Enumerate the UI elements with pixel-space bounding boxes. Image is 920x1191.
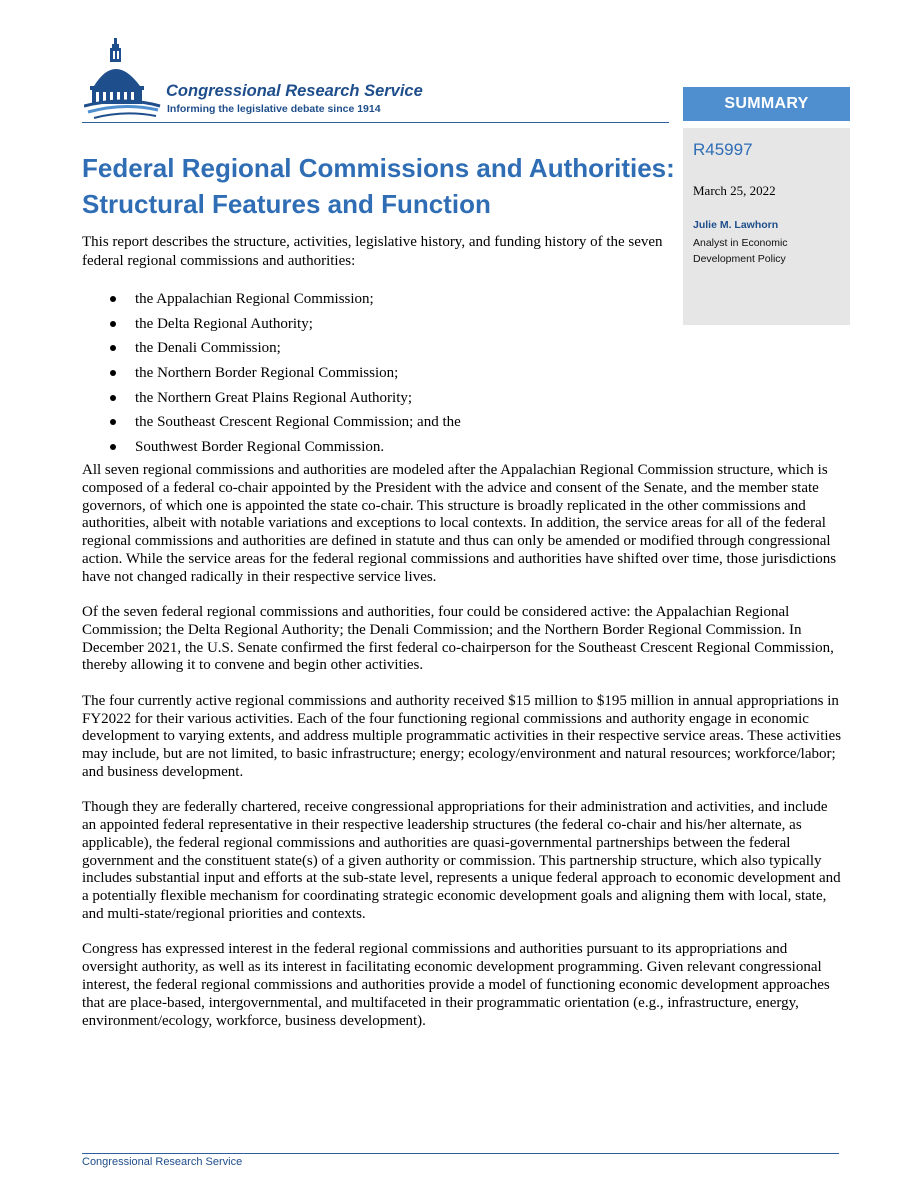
commission-list (82, 290, 461, 463)
body-paragraph: Though they are federally chartered, receive congressional appropriations for their administration and activities, and include an appointed federal representative in their respective leadership structures (the federal co-chair and his/her alternate, as applicable), the federal regional commissions and authorities are quasi-governmental partnerships between the federal government and the constituent state(s) of a given authority or commission. This partnership structure, which also typically includes substantial input and efforts at the sub-state level, represents a unique federal approach to economic development and a potentially flexible mechanism for coordinating strategic economic development goals and aligning them with local, state, and multi-state/regional priorities and contexts. (82, 799, 841, 923)
capitol-dome-icon (84, 36, 166, 122)
report-date: March 25, 2022 (693, 183, 776, 198)
author-name: Julie M. Lawhorn (693, 219, 779, 231)
footer-divider (82, 1153, 839, 1154)
body-paragraph: Of the seven federal regional commissions and authorities, four could be considered active: the Appalachian Regional Commission; the Delta Regional Authority; the Denali Commission; and the Northern Border Regional Commission. In December 2021, the U.S. Senate confirmed the first federal co-chairperson for the Southeast Crescent Regional Commission, thereby allowing it to convene and begin other activities. (82, 604, 834, 674)
body-paragraph: All seven regional commissions and authorities are modeled after the Appalachian Regional Commission structure, which is composed of a federal co-chair appointed by the President with the advice and consent of the Senate, and the member state governors, of which one is appointed the state co-chair. This structure is broadly replicated in the other commissions and authorities, albeit with notable variations and exceptions to local contexts. In addition, the service areas for all of the federal regional commissions and authorities are defined in statute and thus can only be amended or modified through congressional action. While the service areas for the federal regional commissions and authorities have shifted over time, those jurisdictions have not changed radically in their respective service lives. (82, 462, 837, 585)
org-tagline: Informing the legislative debate since 1914 (167, 103, 381, 115)
list-item: the Delta Regional Authority; (82, 315, 461, 340)
list-item: the Northern Border Regional Commission; (82, 364, 461, 389)
list-item: the Northern Great Plains Regional Authority; (82, 389, 461, 414)
list-item: Southwest Border Regional Commission. (82, 438, 461, 463)
intro-paragraph: This report describes the structure, activities, legislative history, and funding history of the seven federal regional commissions and authorities: (82, 234, 663, 269)
org-name: Congressional Research Service (166, 82, 423, 100)
summary-label: SUMMARY (683, 87, 850, 121)
summary-panel (683, 128, 850, 325)
title-line-2: Structural Features and Function (82, 189, 491, 219)
list-item: the Appalachian Regional Commission; (82, 290, 461, 315)
body-paragraph: Congress has expressed interest in the federal regional commissions and authorities pursuant to its appropriations and oversight authority, as well as its interest in facilitating economic development programming. Given relevant congressional interest, the federal regional commissions and authorities provide a model of functioning economic development approaches that are place-based, intergovernmental, and multifaceted in their programmatic orientation (e.g., infrastructure, energy, environment/ecology, workforce, business development). (82, 941, 830, 1029)
footer-text: Congressional Research Service (82, 1156, 243, 1168)
header-divider (82, 122, 669, 123)
body-paragraph: The four currently active regional commissions and authority received $15 million to $195 million in annual appropriations in FY2022 for their various activities. Each of the four functioning regional commissions and authority engage in economic development to varying extents, and address multiple programmatic activities in their respective service areas. These activities may include, but are not limited, to basic infrastructure; energy; ecology/environment and natural resources; workforce/labor; and business development. (82, 692, 842, 780)
list-item: the Southeast Crescent Regional Commission; and the (82, 413, 461, 438)
author-title: Analyst in Economic Development Policy (693, 237, 788, 265)
list-item: the Denali Commission; (82, 339, 461, 364)
title-line-1: Federal Regional Commissions and Authorities: (82, 153, 675, 183)
report-number: R45997 (693, 140, 753, 159)
body-text (82, 462, 844, 1048)
page-title (82, 150, 682, 222)
